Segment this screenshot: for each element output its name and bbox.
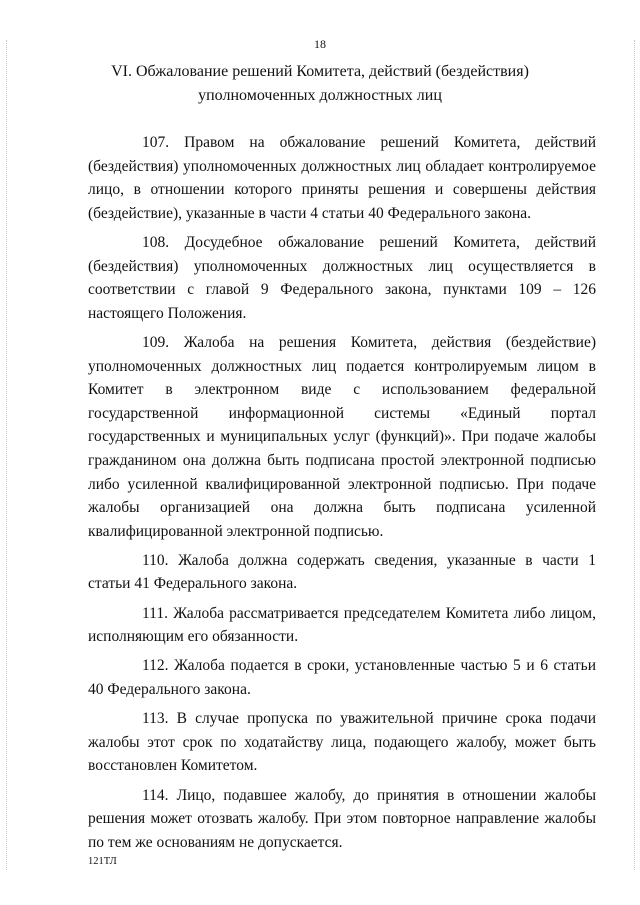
paragraph-111: 111. Жалоба рассматривается председателем Комитета либо лицом, исполняющим его обязанности. [88, 604, 596, 646]
paragraph-112: 112. Жалоба подается в сроки, установленные частью 5 и 6 статьи 40 Федерального закона. [88, 657, 596, 699]
section-title: VI. Обжалование решений Комитета, действий (бездействия) уполномоченных должностных лиц [111, 63, 529, 104]
page-number: 18 [314, 37, 326, 51]
document-code: 121ТЛ [88, 856, 117, 867]
scan-edge-right [634, 40, 636, 870]
paragraph-109: 109. Жалоба на решения Комитета, действия (бездействие) уполномоченных должностных лиц подается контролируемым лицом в Комитет в электронном виде с использованием федеральной государственной информационной системы «Единый портал государственных и муниципальных услуг (функций)». При подаче жалобы гражданином она должна быть подписана простой электронной подписью либо усиленной квалифицированной электронной подписью. При подаче жалобы организацией она должна быть подписана усиленной квалифицированной электронной подписью. [88, 333, 596, 540]
scan-edge-left [6, 40, 8, 870]
paragraph-108: 108. Досудебное обжалование решений Комитета, действий (бездействия) уполномоченных должностных лиц осуществляется в соответствии с главой 9 Федерального закона, пунктами 109 – 126 настоящего Положения. [88, 233, 596, 322]
document-body [88, 131, 596, 860]
paragraph-110: 110. Жалоба должна содержать сведения, указанные в части 1 статьи 41 Федерального закона. [88, 551, 596, 593]
paragraph-114: 114. Лицо, подавшее жалобу, до принятия в отношении жалобы решения может отозвать жалобу. При этом повторное направление жалобы по тем же основаниям не допускается. [88, 786, 596, 851]
paragraph-107: 107. Правом на обжалование решений Комитета, действий (бездействия) уполномоченных должностных лиц обладает контролируемое лицо, в отношении которого приняты решения и совершены действия (бездействие), указанные в части 4 статьи 40 Федерального закона. [88, 134, 596, 222]
paragraph-113: 113. В случае пропуска по уважительной причине срока подачи жалобы этот срок по ходатайству лица, подающего жалобу, может быть восстановлен Комитетом. [88, 710, 596, 775]
